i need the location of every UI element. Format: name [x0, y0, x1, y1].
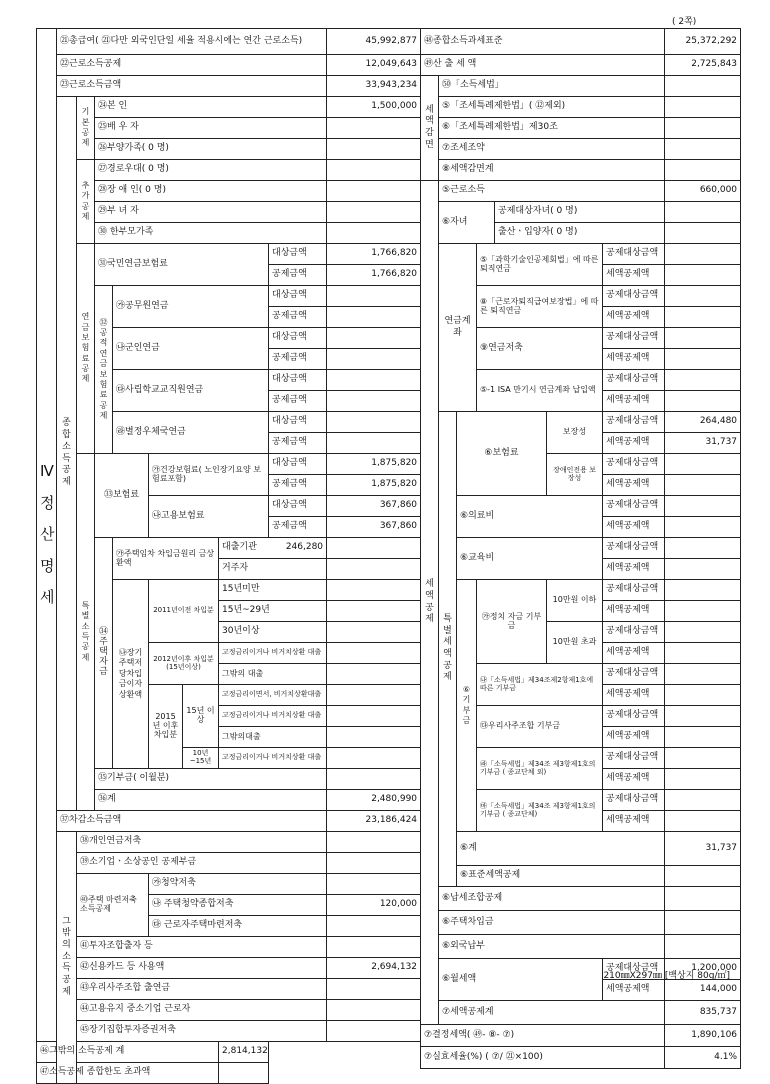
- teacher-pension-deduct-value: [327, 391, 421, 412]
- science-pension-credit-label: 세액공제액: [603, 265, 665, 286]
- personal-pension-label: ㊳개인연금저축: [77, 832, 327, 853]
- y2015-10yr-label: 고정금리이거나 비거치상환 대출: [219, 748, 327, 769]
- earned-income-credit-value: 660,000: [665, 181, 741, 202]
- y2011-15to29-label: 15년~29년: [219, 601, 327, 622]
- y2011-15to29-value: [327, 601, 421, 622]
- military-pension-deduct-label: 공제금액: [269, 349, 327, 370]
- special-credit-total-value: 31,737: [665, 832, 741, 866]
- isa-pension-credit-label: 세액공제액: [603, 391, 665, 412]
- teacher-pension-target-value: [327, 370, 421, 391]
- monthly-rent-credit-value: 144,000: [665, 980, 741, 1001]
- group-tax-credit: 세액공제: [421, 181, 439, 1025]
- employment-insurance-deduct-label: 공제금액: [269, 517, 327, 538]
- employment-retention-label: ㊹고용유지 중소기업 근로자: [77, 1000, 327, 1021]
- employment-insurance-target-label: 대상금액: [269, 496, 327, 517]
- subscription-savings-label: ㉮청약저축: [149, 874, 327, 895]
- earned-income-deduction-label: ㉒근로소득공제: [57, 55, 327, 76]
- self-label: ㉔본 인: [95, 97, 327, 118]
- political-over-credit-label: 세액공제액: [603, 643, 665, 664]
- protection-label: 보장성: [547, 412, 603, 454]
- medical-target-value: [665, 496, 741, 517]
- limit-excess-label: ㊼소득공제 종합한도 초과액: [37, 1063, 219, 1084]
- worker-housing-label: ㉰ 근로자주택마련저축: [149, 916, 327, 937]
- subscription-savings-value: [327, 874, 421, 895]
- group-political: ㉮정치 자금 기부금: [477, 580, 547, 664]
- computed-tax-value: 2,725,843: [665, 55, 741, 76]
- national-pension-label: ㉛국민연금보험료: [95, 244, 269, 286]
- y2015-fixed-nondefer-label: 고정금리이면서, 비거치상환대출: [219, 685, 327, 706]
- child-count-value: [665, 202, 741, 223]
- y2012-fixed-label: 고정금리이거나 비거치상환 대출: [219, 643, 327, 664]
- group-insurance: ㉝보험료: [95, 454, 149, 538]
- group-comprehensive: 종합소득공제: [57, 97, 77, 811]
- spouse-value: [327, 118, 421, 139]
- housing-rent-empty-a: [327, 538, 421, 559]
- earned-income-amount-value: 33,943,234: [327, 76, 421, 97]
- taxable-base-label: ㊽종합소득과세표준: [421, 29, 665, 55]
- foreign-paid-label: ⑥외국납부: [439, 935, 665, 959]
- earned-income-deduction-value: 12,049,643: [327, 55, 421, 76]
- donation-nonreligious-label: ㉱「소득세법」제34조 제3항제1호의 기부금 ( 종교단체 외): [477, 748, 603, 790]
- donation-nonreligious-target-label: 공제대상금액: [603, 748, 665, 769]
- group-2012: 2012년이후 차입분 (15년이상): [149, 643, 219, 685]
- special-tax-act-30-value: [665, 118, 741, 139]
- credit-total-label: ⑦세액공제계: [439, 1001, 665, 1025]
- political-under-credit-label: 세액공제액: [603, 601, 665, 622]
- employment-insurance-deduct-value: 367,860: [327, 517, 421, 538]
- group-10yrs: 10년 ~15년: [183, 748, 219, 769]
- health-insurance-deduct-label: 공제금액: [269, 475, 327, 496]
- computed-tax-label: ㊾산 출 세 액: [421, 55, 665, 76]
- group-tax-reduction: 세액감면: [421, 76, 439, 181]
- postal-pension-target-value: [327, 412, 421, 433]
- group-15yrs: 15년 이상: [183, 685, 219, 748]
- housing-subscription-value: 120,000: [327, 895, 421, 916]
- protection-target-label: 공제대상금액: [603, 412, 665, 433]
- military-pension-label: ㉯군인연금: [113, 328, 269, 370]
- civil-pension-deduct-label: 공제금액: [269, 307, 327, 328]
- group-2015: 2015년 이후 차입분: [149, 685, 183, 769]
- tax-union-label: ⑥납세조합공제: [439, 887, 665, 911]
- military-pension-target-label: 대상금액: [269, 328, 327, 349]
- housing-rent-lender-label: 대출기관: [222, 542, 257, 553]
- right-table: [420, 28, 741, 1069]
- y2015-other-label: 그밖의대출: [219, 727, 327, 748]
- political-over-credit-value: [665, 643, 741, 664]
- y2015-fixed-or-value: [327, 706, 421, 727]
- effective-rate-value: 4.1%: [665, 1047, 741, 1069]
- credit-card-value: 2,694,132: [327, 958, 421, 979]
- pension-savings-credit-label: 세액공제액: [603, 349, 665, 370]
- group-insurance-credit: ⑥보험료: [457, 412, 547, 496]
- postal-pension-deduct-label: 공제금액: [269, 433, 327, 454]
- employment-insurance-target-value: 367,860: [327, 496, 421, 517]
- special-tax-act-value: [665, 97, 741, 118]
- teacher-pension-deduct-label: 공제금액: [269, 391, 327, 412]
- postal-pension-deduct-value: [327, 433, 421, 454]
- civil-pension-label: ㉮공무원연금: [113, 286, 269, 328]
- special-total-label: ㊱계: [95, 790, 327, 811]
- y2015-fixed-nondefer-value: [327, 685, 421, 706]
- investment-label: ㊶투자조합출자 등: [77, 937, 327, 958]
- education-credit-value: [665, 559, 741, 580]
- small-business-label: ㊴소기업ㆍ소상공인 공제부금: [77, 853, 327, 874]
- reduction-total-label: ⑧세액감면계: [439, 160, 665, 181]
- group-long-mortgage: ㉯장기 주택저 당차입 금이자 상환액: [113, 580, 149, 769]
- single-parent-label: ㉚ 한부모가족: [95, 223, 327, 244]
- stock-donation-credit-label: 세액공제액: [603, 727, 665, 748]
- isa-pension-label: ⑤-1 ISA 만기시 연금계좌 납입액: [477, 370, 603, 412]
- housing-rent-loan-label: ㉮주택임차 차입금원리 금상환액: [113, 538, 219, 580]
- earned-income-credit-label: ⑤근로소득: [439, 181, 665, 202]
- science-pension-target-label: 공제대상금액: [603, 244, 665, 265]
- political-under-credit-value: [665, 601, 741, 622]
- other-total-value: 2,814,132: [219, 1042, 269, 1063]
- long-fund-label: ㊺장기집합투자증권저축: [77, 1021, 327, 1042]
- isa-pension-target-value: [665, 370, 741, 391]
- isa-pension-credit-value: [665, 391, 741, 412]
- y2012-other-label: 그밖의 대출: [219, 664, 327, 685]
- education-target-value: [665, 538, 741, 559]
- donation-religious-label: ㉲「소득세법」제34조 제3항제1호의 기부금 ( 종교단체): [477, 790, 603, 832]
- standard-credit-value: [665, 866, 741, 887]
- pension-savings-label: ⑨연금저축: [477, 328, 603, 370]
- political-over-target-label: 공제대상금액: [603, 622, 665, 643]
- donation-34-2-credit-label: 세액공제액: [603, 685, 665, 706]
- y2012-other-value: [327, 664, 421, 685]
- disabled-protection-credit-label: 세액공제액: [603, 475, 665, 496]
- housing-rent-lender-value: 246,280: [285, 542, 324, 553]
- y2015-10yr-value: [327, 748, 421, 769]
- retirement-pension-target-value: [665, 286, 741, 307]
- disabled-protection-label: 장애인전용 보장성: [547, 454, 603, 496]
- earned-income-amount-label: ㉓근로소득금액: [57, 76, 327, 97]
- postal-pension-label: ㉱별정우체국연금: [113, 412, 269, 454]
- teacher-pension-label: ㉰사립학교교직원연금: [113, 370, 269, 412]
- donation-34-2-target-value: [665, 664, 741, 685]
- political-under-target-value: [665, 580, 741, 601]
- special-tax-act-30-label: ⑥「조세특례제한법」제30조: [439, 118, 665, 139]
- retirement-pension-credit-value: [665, 307, 741, 328]
- birth-adopt-label: 출산ㆍ입양자( 0 명): [495, 223, 665, 244]
- retirement-pension-target-label: 공제대상금액: [603, 286, 665, 307]
- medical-label: ⑥의료비: [457, 496, 603, 538]
- tax-treaty-value: [665, 139, 741, 160]
- donation-34-2-label: ㉯「소득세법」제34조제2항제1호에 따른 기부금: [477, 664, 603, 706]
- y2015-other-value: [327, 727, 421, 748]
- military-pension-target-value: [327, 328, 421, 349]
- donation-religious-credit-label: 세액공제액: [603, 811, 665, 832]
- y2011-over30-label: 30년이상: [219, 622, 327, 643]
- health-insurance-target-value: 1,875,820: [327, 454, 421, 475]
- disabled-label: ㉘장 애 인( 0 명): [95, 181, 327, 202]
- stock-donation-target-value: [665, 706, 741, 727]
- housing-rent-resident-value: [327, 559, 421, 580]
- donation-carryover-value: [327, 769, 421, 790]
- spouse-label: ㉕배 우 자: [95, 118, 327, 139]
- donation-nonreligious-credit-value: [665, 769, 741, 790]
- isa-pension-target-label: 공제대상금액: [603, 370, 665, 391]
- reduction-total-value: [665, 160, 741, 181]
- group-other-deduction: 그 밖의 소득공제: [57, 832, 77, 1084]
- long-fund-value: [327, 1021, 421, 1042]
- disabled-protection-target-value: [665, 454, 741, 475]
- single-parent-value: [327, 223, 421, 244]
- group-public-pension: ㉜공적 연금 보험료 공제: [95, 286, 113, 454]
- science-pension-label: ⑤「과학기술인공제회법」에 따른 퇴직연금: [477, 244, 603, 286]
- donation-34-2-target-label: 공제대상금액: [603, 664, 665, 685]
- group-housing-savings: ㊵주택 마련저축 소득공제: [77, 874, 149, 937]
- military-pension-deduct-value: [327, 349, 421, 370]
- donation-religious-credit-value: [665, 811, 741, 832]
- health-insurance-deduct-value: 1,875,820: [327, 475, 421, 496]
- special-credit-total-label: ⑥계: [457, 832, 665, 866]
- medical-credit-value: [665, 517, 741, 538]
- employment-insurance-label: ㉯고용보험료: [149, 496, 269, 538]
- group-additional: 추가공제: [77, 160, 95, 244]
- medical-target-label: 공제대상금액: [603, 496, 665, 517]
- personal-pension-value: [327, 832, 421, 853]
- credit-total-value: 835,737: [665, 1001, 741, 1025]
- tax-union-value: [665, 887, 741, 911]
- retirement-pension-label: ⑧「근로자퇴직급여보장법」에 따른 퇴직연금: [477, 286, 603, 328]
- self-value: 1,500,000: [327, 97, 421, 118]
- elderly-value: [327, 160, 421, 181]
- donation-34-2-credit-value: [665, 685, 741, 706]
- donation-religious-target-value: [665, 790, 741, 811]
- standard-credit-label: ⑥표준세액공제: [457, 866, 665, 887]
- pension-savings-target-label: 공제대상금액: [603, 328, 665, 349]
- foreign-paid-value: [665, 935, 741, 959]
- investment-value: [327, 937, 421, 958]
- science-pension-credit-value: [665, 265, 741, 286]
- national-pension-deduct-value: 1,766,820: [327, 265, 421, 286]
- protection-credit-value: 31,737: [665, 433, 741, 454]
- employee-stock-value: [327, 979, 421, 1000]
- income-tax-act-label: ㊿「소득세법」: [439, 76, 665, 97]
- protection-target-value: 264,480: [665, 412, 741, 433]
- pension-savings-target-value: [665, 328, 741, 349]
- political-under-label: 10만원 이하: [547, 580, 603, 622]
- group-special-credit: 특별세액공제: [439, 412, 457, 887]
- housing-rent-lender-row: [219, 538, 327, 559]
- donation-carryover-label: ㉟기부금( 이월분): [95, 769, 327, 790]
- small-business-value: [327, 853, 421, 874]
- national-pension-target-value: 1,766,820: [327, 244, 421, 265]
- political-over-label: 10만원 초과: [547, 622, 603, 664]
- employment-retention-value: [327, 1000, 421, 1021]
- health-insurance-label: ㉮건강보험료( 노인장기요양 보험료포함): [149, 454, 269, 496]
- taxable-base-value: 25,372,292: [665, 29, 741, 55]
- total-salary-label: ㉑총급여( ㉑다만 외국인단일 세율 적용시에는 연간 근로소득): [57, 29, 327, 55]
- group-basic: 기본공제: [77, 97, 95, 160]
- net-income-value: 23,186,424: [327, 811, 421, 832]
- effective-rate-label: ⑦실효세율(%) ( ⑦/ ㉑×100): [421, 1047, 665, 1069]
- pension-savings-credit-value: [665, 349, 741, 370]
- national-pension-deduct-label: 공제금액: [269, 265, 327, 286]
- national-pension-target-label: 대상금액: [269, 244, 327, 265]
- worker-housing-value: [327, 916, 421, 937]
- group-pension-account: 연금계좌: [439, 244, 477, 412]
- civil-pension-deduct-value: [327, 307, 421, 328]
- child-count-label: 공제대상자녀( 0 명): [495, 202, 665, 223]
- donation-nonreligious-credit-label: 세액공제액: [603, 769, 665, 790]
- group-donation: ⑥기부금: [457, 580, 477, 832]
- group-special: 특별소득공제: [77, 454, 95, 811]
- monthly-rent-credit-label: 세액공제액: [603, 980, 665, 1001]
- disabled-value: [327, 181, 421, 202]
- page-number: ( 2쪽): [672, 17, 697, 27]
- y2015-fixed-or-label: 고정금리이거나 비거치상환 대출: [219, 706, 327, 727]
- protection-credit-label: 세액공제액: [603, 433, 665, 454]
- y2011-under15-value: [327, 580, 421, 601]
- disabled-protection-credit-value: [665, 475, 741, 496]
- stock-donation-credit-value: [665, 727, 741, 748]
- disabled-protection-target-label: 공제대상금액: [603, 454, 665, 475]
- dependents-value: [327, 139, 421, 160]
- y2011-under15-label: 15년미만: [219, 580, 327, 601]
- left-table: [36, 28, 421, 1084]
- donation-religious-target-label: 공제대상금액: [603, 790, 665, 811]
- housing-loan-value: [665, 911, 741, 935]
- net-income-label: ㊲차감소득금액: [57, 811, 327, 832]
- retirement-pension-credit-label: 세액공제액: [603, 307, 665, 328]
- total-salary-value: 45,992,877: [327, 29, 421, 55]
- dependents-label: ㉖부양가족( 0 명): [95, 139, 327, 160]
- education-label: ⑥교육비: [457, 538, 603, 580]
- employee-stock-label: ㊸우리사주조합 출연금: [77, 979, 327, 1000]
- paper-spec: 210㎜X297㎜ [백상지 80g/㎡]: [603, 971, 730, 981]
- postal-pension-target-label: 대상금액: [269, 412, 327, 433]
- civil-pension-target-value: [327, 286, 421, 307]
- birth-adopt-value: [665, 223, 741, 244]
- stock-donation-target-label: 공제대상금액: [603, 706, 665, 727]
- monthly-rent-target-value: 1,200,000: [665, 959, 741, 980]
- teacher-pension-target-label: 대상금액: [269, 370, 327, 391]
- group-pension: 연금보험료공제: [77, 244, 95, 454]
- political-over-target-value: [665, 622, 741, 643]
- stock-donation-label: ㉰우리사주조합 기부금: [477, 706, 603, 748]
- special-tax-act-label: ⑤「조세특례제한법」( ⑫제외): [439, 97, 665, 118]
- group-2011: 2011년이전 차입분: [149, 580, 219, 643]
- housing-rent-resident-label: 거주자: [219, 559, 327, 580]
- woman-label: ㉙부 녀 자: [95, 202, 327, 223]
- civil-pension-target-label: 대상금액: [269, 286, 327, 307]
- political-under-target-label: 공제대상금액: [603, 580, 665, 601]
- other-total-label: ㊻그밖의 소득공제 계: [37, 1042, 219, 1063]
- monthly-rent-label: ⑥월세액: [439, 959, 603, 1001]
- medical-credit-label: 세액공제액: [603, 517, 665, 538]
- education-target-label: 공제대상금액: [603, 538, 665, 559]
- housing-subscription-label: ㉯ 주택청약종합저축: [149, 895, 327, 916]
- limit-excess-value: [219, 1063, 269, 1084]
- credit-card-label: ㊷신용카드 등 사용액: [77, 958, 327, 979]
- section-title: Ⅳ 정 산 명 세: [37, 29, 57, 1042]
- housing-loan-label: ⑥주택차입금: [439, 911, 665, 935]
- science-pension-target-value: [665, 244, 741, 265]
- group-children: ⑥자녀: [439, 202, 495, 244]
- education-credit-label: 세액공제액: [603, 559, 665, 580]
- elderly-label: ㉗경로우대( 0 명): [95, 160, 327, 181]
- income-tax-act-value: [665, 76, 741, 97]
- health-insurance-target-label: 대상금액: [269, 454, 327, 475]
- final-tax-value: 1,890,106: [665, 1025, 741, 1047]
- donation-nonreligious-target-value: [665, 748, 741, 769]
- y2012-fixed-value: [327, 643, 421, 664]
- special-total-value: 2,480,990: [327, 790, 421, 811]
- y2011-over30-value: [327, 622, 421, 643]
- monthly-rent-target-label: 공제대상금액: [603, 959, 665, 980]
- group-housing-fund: ㉞주택자금: [95, 538, 113, 769]
- final-tax-label: ⑦결정세액( ㊾- ⑧- ⑦): [421, 1025, 665, 1047]
- woman-value: [327, 202, 421, 223]
- tax-treaty-label: ⑦조세조약: [439, 139, 665, 160]
